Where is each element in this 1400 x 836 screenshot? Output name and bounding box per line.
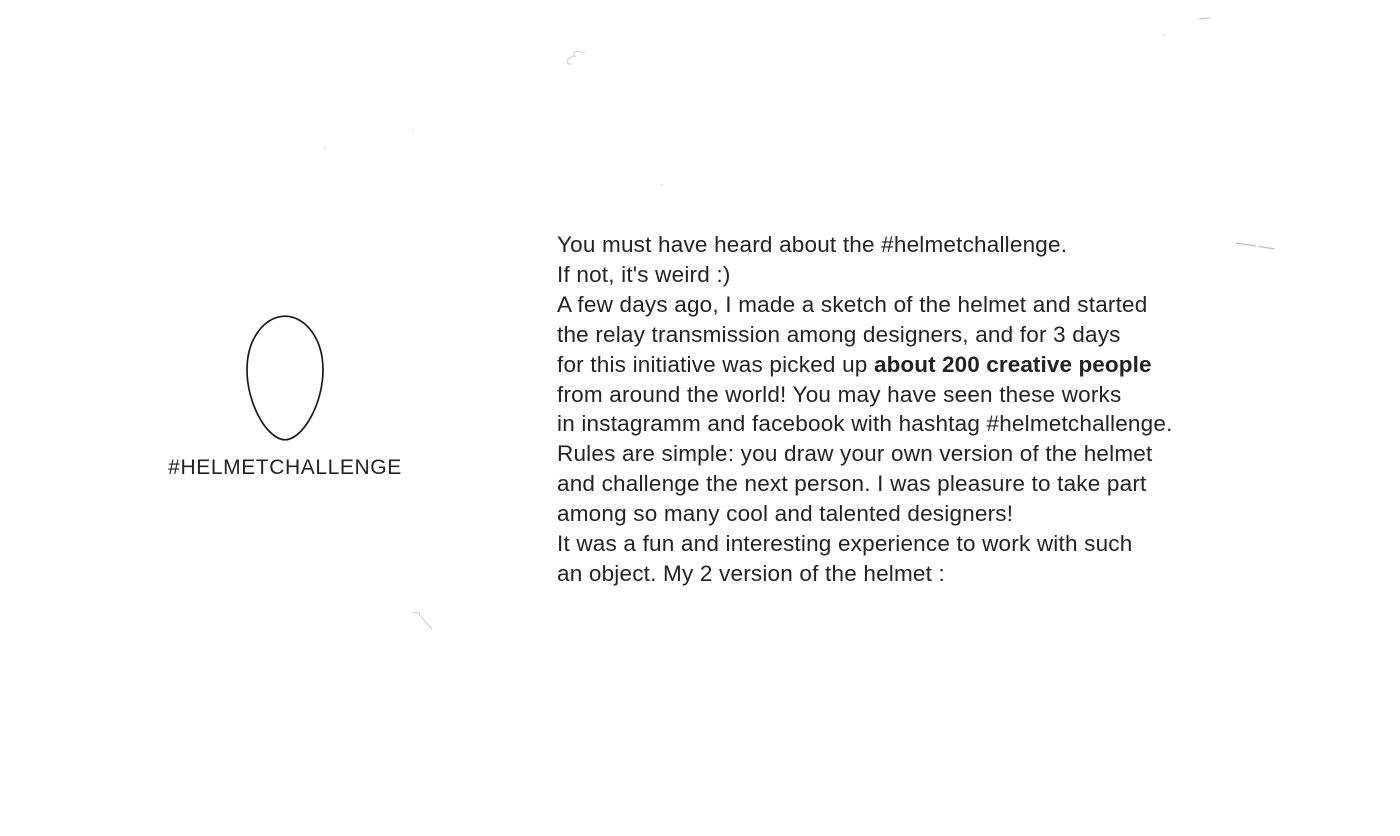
scan-artifact-speck <box>412 129 414 131</box>
scan-artifact-speck <box>661 184 663 186</box>
article-text-segment: If not, it's weird :) <box>557 261 731 287</box>
article-line <box>557 409 1217 439</box>
article-line <box>557 290 1217 320</box>
scan-artifact-speck <box>1163 34 1165 36</box>
article-text-segment: Rules are simple: you draw your own version of the helmet <box>557 441 1153 467</box>
article-line <box>557 350 1217 380</box>
article-text-segment: among so many cool and talented designers! <box>557 501 1014 527</box>
article-line <box>557 529 1217 559</box>
article-text-segment: in instagramm and facebook with hashtag #helmetchallenge. <box>557 411 1173 437</box>
article-line <box>557 439 1217 469</box>
article-text-segment: and challenge the next person. I was pleasure to take part <box>557 471 1147 497</box>
article-text-segment: A few days ago, I made a sketch of the helmet and started <box>557 291 1148 317</box>
article-line <box>557 469 1217 499</box>
article-line <box>557 260 1217 290</box>
article-text-segment: for this initiative was picked up <box>557 351 874 377</box>
article-text-segment: It was a fun and interesting experience to work with such <box>557 531 1133 557</box>
article-text-segment: from around the world! You may have seen these works <box>557 381 1122 407</box>
article-line <box>557 499 1217 529</box>
article-line <box>557 559 1217 589</box>
scan-artifact-scratch <box>411 611 435 631</box>
article-line <box>557 380 1217 410</box>
article-text-segment: the relay transmission among designers, and for 3 days <box>557 321 1121 347</box>
article-line <box>557 320 1217 350</box>
article-line <box>557 230 1217 260</box>
scan-artifact-right-dash <box>1236 240 1278 252</box>
helmet-sketch-figure <box>168 315 402 479</box>
article-bold-text: about 200 creative people <box>873 351 1152 377</box>
helmet-figure-caption: #HELMETCHALLENGE <box>168 456 402 479</box>
scan-artifact-squiggle <box>563 49 589 71</box>
article-text-segment: an object. My 2 version of the helmet : <box>557 560 945 586</box>
scan-artifact-speck <box>324 147 326 149</box>
helmet-outline-sketch <box>245 315 325 441</box>
scan-artifact-top-dash <box>1198 16 1212 22</box>
article-text <box>557 230 1217 589</box>
article-text-segment: You must have heard about the #helmetchallenge. <box>557 232 1068 257</box>
